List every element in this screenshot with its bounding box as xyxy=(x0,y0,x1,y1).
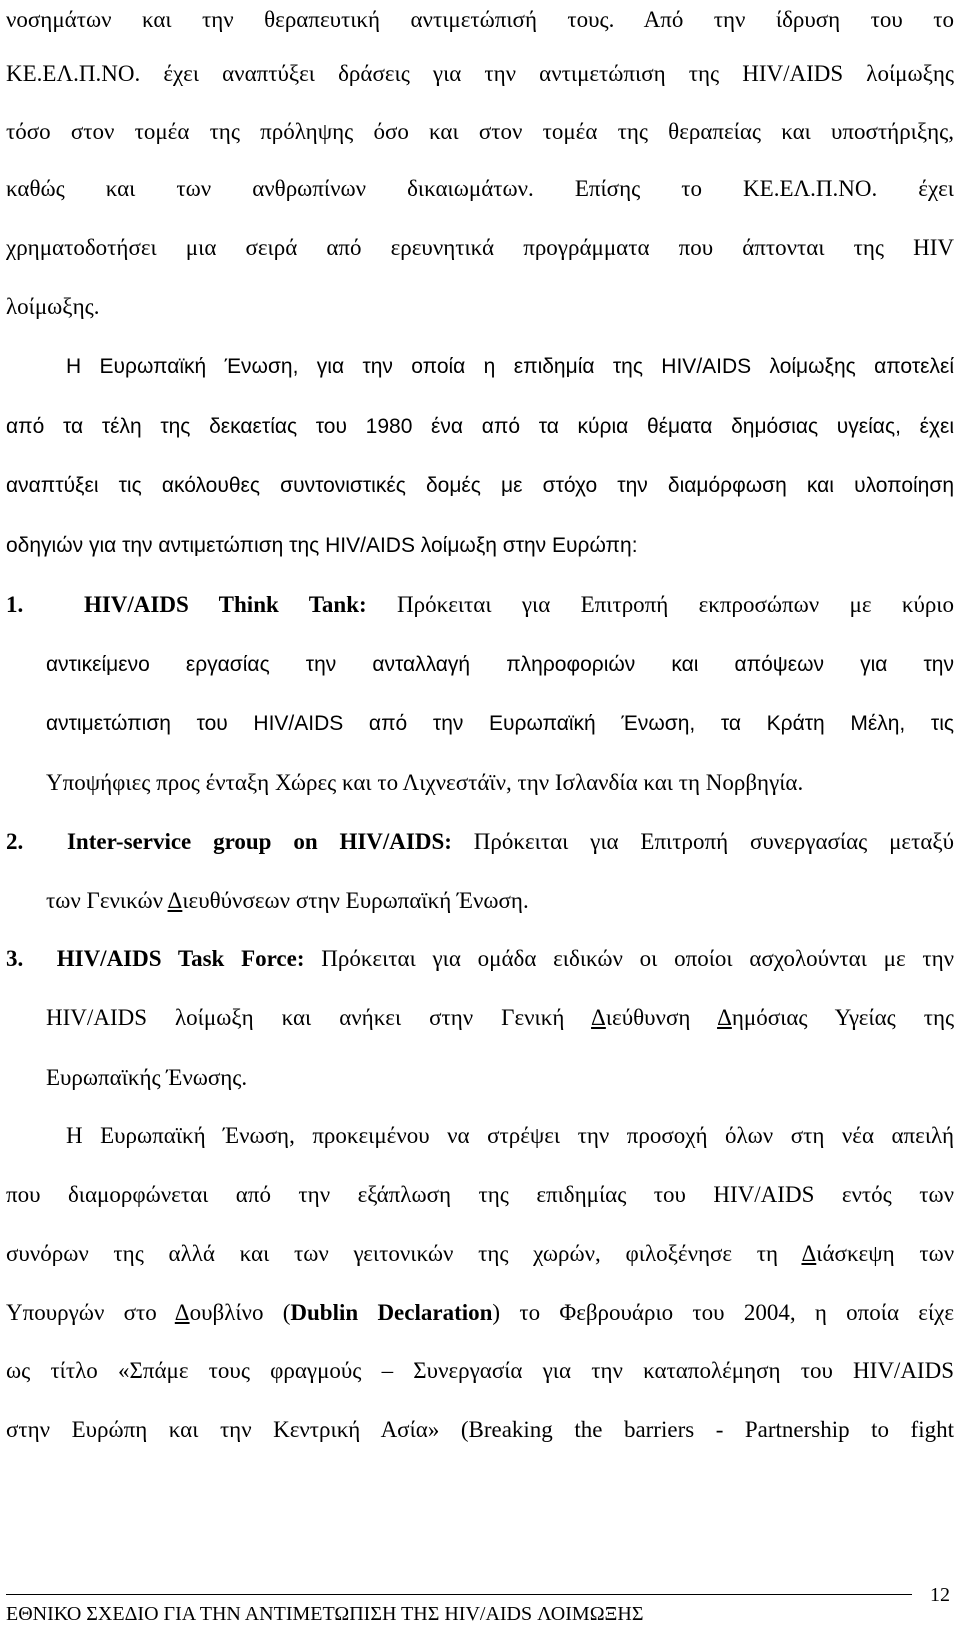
paragraph-1-line: νοσημάτων και την θεραπευτική αντιμετώπισή τους. Από την ίδρυση του το xyxy=(6,7,954,32)
text-run: Υπουργών στο Δουβλίνο ( xyxy=(6,1300,291,1325)
list-item-text: Πρόκειται για Επιτροπή εκπροσώπων με κύριο xyxy=(397,592,954,617)
dublin-declaration-bold: Dublin Declaration xyxy=(290,1300,493,1325)
paragraph-3-line: συνόρων της αλλά και των γειτονικών της χωρών, φιλοξένησε τη Διάσκεψη των xyxy=(6,1241,955,1266)
page-number: 12 xyxy=(930,1584,950,1606)
paragraph-2-line: Η Ευρωπαϊκή Ένωση, για την οποία η επιδημία της HIV/AIDS λοίμωξης αποτελεί xyxy=(66,355,954,378)
list-item-number: 2. xyxy=(6,829,24,854)
list-item-2 xyxy=(6,827,954,857)
list-item-number: 1. xyxy=(6,592,24,617)
paragraph-1-line: τόσο στον τομέα της πρόληψης όσο και στον τομέα της θεραπείας και υποστήριξης, xyxy=(6,119,954,144)
list-item-2-line: των Γενικών Διευθύνσεων στην Ευρωπαϊκή Ένωση. xyxy=(46,888,529,913)
list-item-3 xyxy=(6,944,954,974)
footer-divider xyxy=(6,1594,912,1595)
list-item-1-line: αντιμετώπιση του HIV/AIDS από την Ευρωπαϊκή Ένωση, τα Κράτη Μέλη, τις xyxy=(46,712,954,735)
list-item-1-line: Υποψήφιες προς ένταξη Χώρες και το Λιχνεστάϊν, την Ισλανδία και τη Νορβηγία. xyxy=(46,770,804,795)
footer-title: ΕΘΝΙΚΟ ΣΧΕΔΙΟ ΓΙΑ ΤΗΝ ΑΝΤΙΜΕΤΩΠΙΣΗ ΤΗΣ HIV/AIDS ΛΟΙΜΩΞΗΣ xyxy=(6,1603,644,1625)
list-item-number: 3. xyxy=(6,946,24,971)
list-item-3-line: HIV/AIDS λοίμωξη και ανήκει στην Γενική Διεύθυνση Δημόσιας Υγείας της xyxy=(46,1005,955,1030)
list-item-text: Πρόκειται για Επιτροπή συνεργασίας μεταξύ xyxy=(473,829,955,854)
paragraph-3-line: που διαμορφώνεται από την εξάπλωση της επιδημίας του HIV/AIDS εντός των xyxy=(6,1182,954,1207)
paragraph-2-line: από τα τέλη της δεκαετίας του 1980 ένα από τα κύρια θέματα δημόσιας υγείας, έχει xyxy=(6,415,954,438)
paragraph-3-line: ως τίτλο «Σπάμε τους φραγμούς – Συνεργασία για την καταπολέμηση του HIV/AIDS xyxy=(6,1358,954,1383)
list-item-term: Inter-service group on HIV/AIDS: xyxy=(66,829,452,854)
paragraph-3-line: στην Ευρώπη και την Κεντρική Ασία» (Breaking the barriers - Partnership to fight xyxy=(6,1417,954,1442)
paragraph-1-line: ΚΕ.ΕΛ.Π.ΝΟ. έχει αναπτύξει δράσεις για την αντιμετώπιση της HIV/AIDS λοίμωξης xyxy=(6,61,954,86)
paragraph-2-line: οδηγιών για την αντιμετώπιση της HIV/AIDS λοίμωξη στην Ευρώπη: xyxy=(6,534,638,557)
paragraph-1-line: καθώς και των ανθρωπίνων δικαιωμάτων. Επίσης το ΚΕ.ΕΛ.Π.ΝΟ. έχει xyxy=(6,176,954,201)
list-item-term: HIV/AIDS Think Tank: xyxy=(83,592,367,617)
paragraph-1-line: χρηματοδοτήσει μια σειρά από ερευνητικά προγράμματα που άπτονται της HIV xyxy=(6,235,954,260)
paragraph-2-line: αναπτύξει τις ακόλουθες συντονιστικές δομές με στόχο την διαμόρφωση και υλοποίηση xyxy=(6,474,954,497)
list-item-text: Πρόκειται για ομάδα ειδικών οι οποίοι ασχολούνται με την xyxy=(321,946,955,971)
paragraph-3-line xyxy=(6,1298,954,1328)
text-run: ) το Φεβρουάριο του 2004, η οποία είχε xyxy=(492,1300,954,1325)
list-item-term: HIV/AIDS Task Force: xyxy=(56,946,305,971)
paragraph-3-line: Η Ευρωπαϊκή Ένωση, προκειμένου να στρέψει την προσοχή όλων στη νέα απειλή xyxy=(66,1123,954,1148)
list-item-1 xyxy=(6,590,954,620)
list-item-1-line: αντικείμενο εργασίας την ανταλλαγή πληροφοριών και απόψεων για την xyxy=(46,653,954,676)
list-item-3-line: Ευρωπαϊκής Ένωσης. xyxy=(46,1065,248,1090)
paragraph-1-line: λοίμωξης. xyxy=(6,294,100,319)
